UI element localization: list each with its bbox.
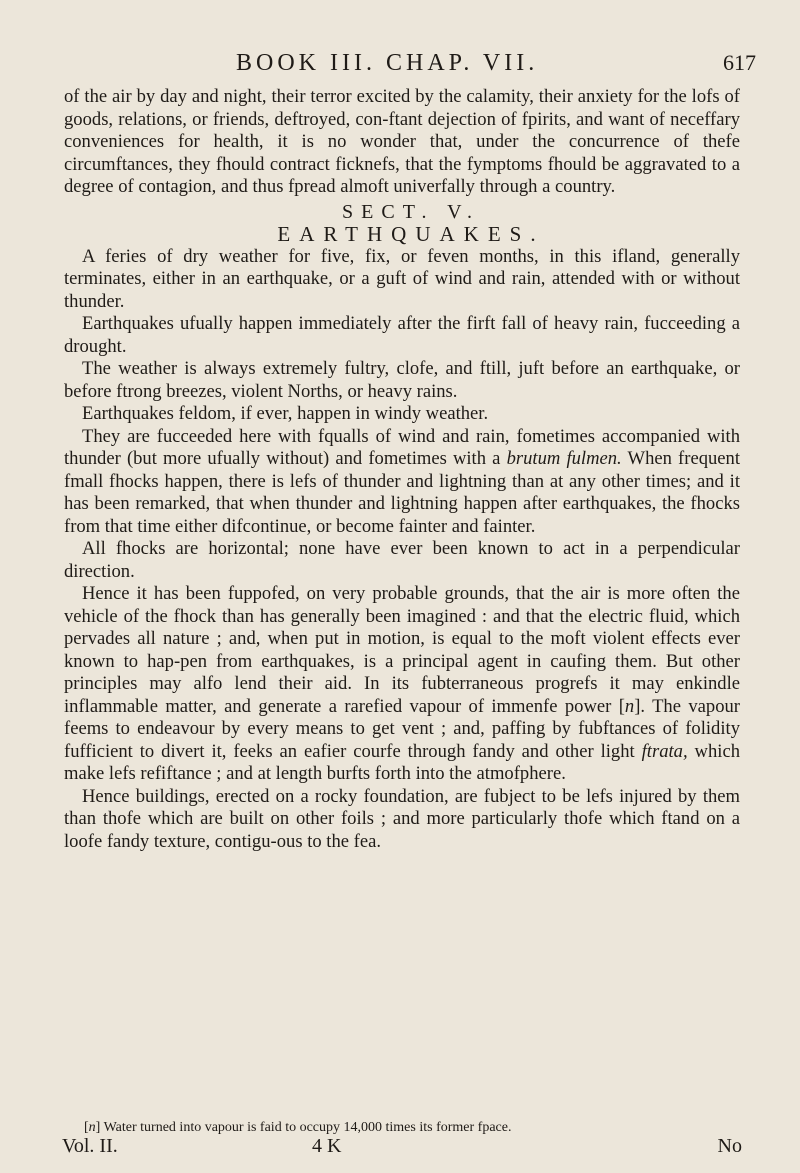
paragraph (64, 426, 740, 539)
footnote-reference: n (624, 695, 635, 717)
paragraph (64, 583, 740, 786)
text-run: They are fucceeded here with fqualls of wind and rain, fometimes accompanied with thunder (but more ufually without) and fometimes with a (64, 425, 740, 469)
text-run: ]. The vapour feems to endeavour by every means to get vent ; and, paffing by fubftances of folidity fufficient to divert it, feeks an eafier courfe through fandy and other light (64, 695, 740, 762)
volume-label: Vol. II. (62, 1135, 118, 1157)
body-text (64, 86, 740, 853)
catchword: No (717, 1135, 742, 1157)
section-title: EARTHQUAKES. (277, 222, 545, 246)
text-run: When frequent fmall fhocks happen, there is lefs of thunder and lightning than at any other times; and it has been remarked, that when thunder and lightning happen after earthquakes, the fhocks from that time either difcontinue, or become fainter and fainter. (64, 448, 741, 537)
page-footer (62, 1135, 742, 1158)
footnote: [n] Water turned into vapour is faid to occupy 14,000 times its former fpace. (84, 1120, 512, 1135)
text-run: Hence it has been fuppofed, on very probable grounds, that the air is more often the vehicle of the fhock than has generally been imagined : and that the electric fluid, which pervades all nature ; and, when put in motion, is equal to the moft violent effects ever known to hap-pen from earthquakes, is a principal agent in caufing them. But other principles may alfo lend their aid. In its fubterraneous progrefs it may enkindle inflammable matter, and generate a rarefied vapour of immenfe power [ (64, 583, 740, 717)
signature-mark: 4 K (312, 1135, 342, 1157)
paragraph: The weather is always extremely fultry, clofe, and ftill, juft before an earthquake, or before ftrong breezes, violent Norths, or heavy rains. (64, 358, 740, 402)
footnote-text: Water turned into vapour is faid to occupy 14,000 times its former fpace. (103, 1120, 512, 1135)
page-number: 617 (723, 50, 756, 75)
italic-phrase: brutum fulmen. (506, 448, 622, 469)
paragraph: Hence buildings, erected on a rocky foundation, are fubject to be lefs injured by them than thofe which are built on other foils ; and more particularly thofe which ftand on a loofe fandy texture, contigu-ous to the fea. (64, 785, 740, 852)
text-run: which make lefs refiftance ; and at length burfts forth into the atmofphere. (64, 740, 740, 784)
italic-word: ftrata, (641, 740, 688, 762)
section-label: SECT. V. (342, 200, 480, 223)
running-head-title: BOOK III. CHAP. VII. (236, 50, 539, 76)
paragraph-intro: of the air by day and night, their terror excited by the calamity, their anxiety for the lofs of goods, relations, or friends, deftroyed, con-ftant dejection of fpirits, and want of neceffary conveniences for health, it is no wonder that, under the concurrence of thefe circumftances, they fhould contract ficknefs, that the fymptoms fhould be aggravated to a degree of contagion, and thus fpread almoft univerfally through a country. (64, 86, 740, 197)
footnote-marker: n (88, 1120, 96, 1135)
paragraph: A feries of dry weather for five, fix, or feven months, in this ifland, generally terminates, either in an earthquake, or a guft of wind and rain, attended with or without thunder. (64, 245, 740, 312)
paragraph: Earthquakes ufually happen immediately after the firft fall of heavy rain, fucceeding a drought. (64, 313, 740, 357)
paragraph: Earthquakes feldom, if ever, happen in windy weather. (82, 403, 489, 424)
running-head (236, 50, 756, 77)
paragraph: All fhocks are horizontal; none have ever been known to act in a perpendicular direction. (64, 538, 740, 582)
